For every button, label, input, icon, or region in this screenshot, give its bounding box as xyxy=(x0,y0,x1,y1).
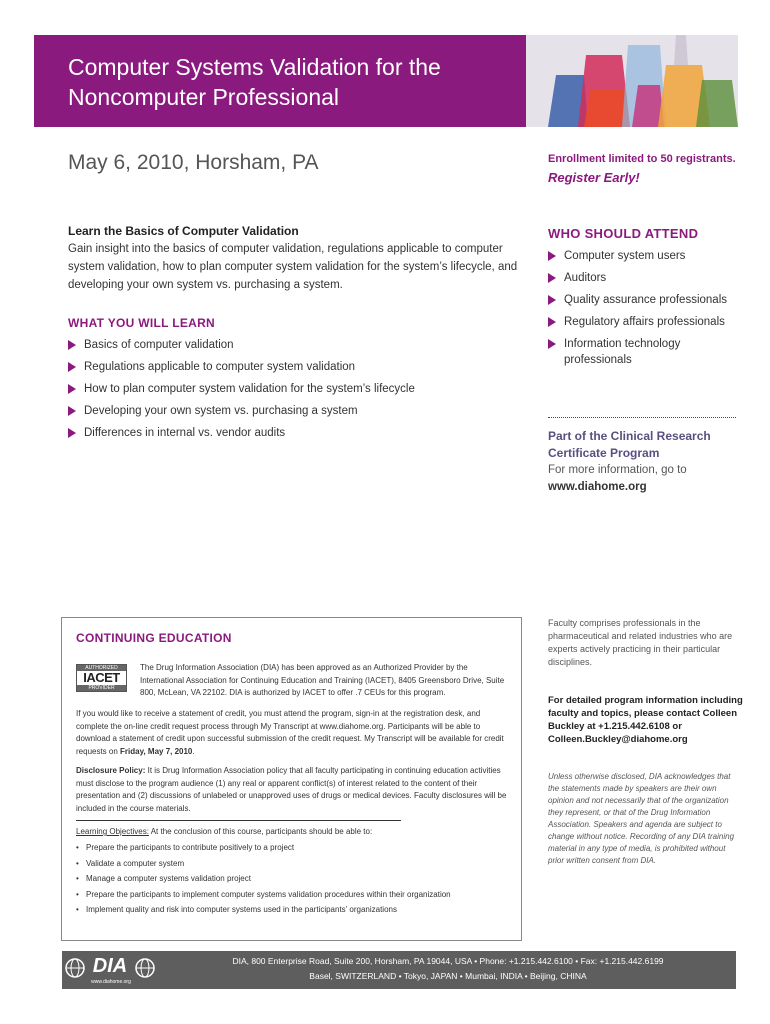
basics-heading: Learn the Basics of Computer Validation xyxy=(68,224,299,238)
arrow-icon xyxy=(548,295,556,305)
disclaimer: Unless otherwise disclosed, DIA acknowledges that the statements made by speakers are their own opinion and not necessarily that of the organization they represent, or that of the Drug Information Association. Speakers and agenda are subject to change without notice. Recording of any DIA training material in any type of media, is prohibited without prior written consent from DIA. xyxy=(548,772,735,865)
website-link[interactable]: www.diahome.org xyxy=(548,481,647,493)
arrow-icon xyxy=(548,251,556,261)
dia-logo xyxy=(62,951,158,989)
iacet-logo xyxy=(76,664,127,692)
ce-disclosure: Disclosure Policy: It is Drug Information Association policy that all faculty participating in continuing education activities must disclose to the program audience (1) any real or apparent conflict(s) of interest related to the content of their presentation and (2) discussions of unlabeled or unapproved uses of drugs or medical devices. Faculty disclosures will be included in the course materials. xyxy=(76,766,507,813)
objectives-list xyxy=(76,842,512,920)
list-item: • Validate a computer system xyxy=(76,858,512,870)
footer-address: DIA, 800 Enterprise Road, Suite 200, Horsham, PA 19044, USA • Phone: +1.215.442.6100 • Fax: +1.215.442.6199 xyxy=(232,956,664,966)
who-heading: WHO SHOULD ATTEND xyxy=(548,226,699,241)
divider xyxy=(548,417,736,418)
arrow-icon xyxy=(68,340,76,350)
ce-approval: The Drug Information Association (DIA) has been approved as an Authorized Provider by the International Association for Continuing Education and Training (IACET), 8405 Greensboro Drive, Suite 800, McLean, VA 22102. DIA is authorized by IACET to offer .7 CEUs for this program. xyxy=(140,663,505,697)
list-item: Computer system users xyxy=(548,248,743,264)
list-item: • Prepare the participants to implement computer systems validation procedures within their organization xyxy=(76,889,512,901)
ce-statement: If you would like to receive a statement of credit, you must attend the program, sign-in at the registration desk, and complete the on-line credit request process through My Transcript at www.diahome.org. Participants will be able to download a statement of credit upon successful submission of the credit request. My Transcript will be available for credit requests on Friday, May 7, 2010. xyxy=(76,709,504,756)
date-location: May 6, 2010, Horsham, PA xyxy=(68,151,319,174)
arrow-icon xyxy=(68,384,76,394)
dia-logo-url: www.diahome.org xyxy=(91,979,131,985)
beakers-image xyxy=(526,35,738,127)
iacet-logo-bottom: PROVIDER xyxy=(77,685,126,691)
ce-objectives-intro: Learning Objectives: At the conclusion of this course, participants should be able to: xyxy=(76,827,373,836)
learn-heading: WHAT YOU WILL LEARN xyxy=(68,316,216,330)
register-early: Register Early! xyxy=(548,170,640,185)
list-item: Differences in internal vs. vendor audits xyxy=(68,425,528,441)
arrow-icon xyxy=(68,428,76,438)
dia-logo-text: DIA xyxy=(92,955,128,977)
page-title: Computer Systems Validation for the Noncomputer Professional xyxy=(68,54,441,110)
list-item: Regulatory affairs professionals xyxy=(548,314,743,330)
arrow-icon xyxy=(68,406,76,416)
faculty-note: Faculty comprises professionals in the pharmaceutical and related industries who are experts actively practicing in their particular disciplines. xyxy=(548,618,733,667)
arrow-icon xyxy=(548,273,556,283)
footer-offices: Basel, SWITZERLAND • Tokyo, JAPAN • Mumbai, INDIA • Beijing, CHINA xyxy=(309,971,587,981)
list-item: Regulations applicable to computer system validation xyxy=(68,359,528,375)
iacet-logo-top: AUTHORIZED xyxy=(77,665,126,671)
enrollment-note: Enrollment limited to 50 registrants. xyxy=(548,153,736,165)
arrow-icon xyxy=(548,339,556,349)
certificate-heading: Part of the Clinical Research Certificate Program xyxy=(548,429,711,460)
more-info-text: For more information, go to xyxy=(548,464,687,476)
list-item: Information technology professionals xyxy=(548,336,743,368)
list-item: Developing your own system vs. purchasing a system xyxy=(68,403,528,419)
who-list xyxy=(548,248,743,374)
arrow-icon xyxy=(68,362,76,372)
ce-heading: CONTINUING EDUCATION xyxy=(76,631,232,645)
list-item: Quality assurance professionals xyxy=(548,292,743,308)
list-item: How to plan computer system validation for the system’s lifecycle xyxy=(68,381,528,397)
list-item: Basics of computer validation xyxy=(68,337,528,353)
list-item: • Prepare the participants to contribute positively to a project xyxy=(76,842,512,854)
basics-description: Gain insight into the basics of computer validation, regulations applicable to computer system validation, how to plan computer system validation for the system’s lifecycle, and developing your own system vs. purchasing a system. xyxy=(68,243,518,291)
learn-list xyxy=(68,337,528,447)
arrow-icon xyxy=(548,317,556,327)
list-item: • Manage a computer systems validation project xyxy=(76,873,512,885)
contact-note: For detailed program information including faculty and topics, please contact Colleen Buckley at +1.215.442.6108 or Colleen.Buckley@diahome.org xyxy=(548,695,743,745)
divider xyxy=(76,820,401,821)
list-item: Auditors xyxy=(548,270,743,286)
list-item: • Implement quality and risk into computer systems used in the participants’ organizations xyxy=(76,904,512,916)
iacet-logo-mid: IACET xyxy=(83,670,120,685)
